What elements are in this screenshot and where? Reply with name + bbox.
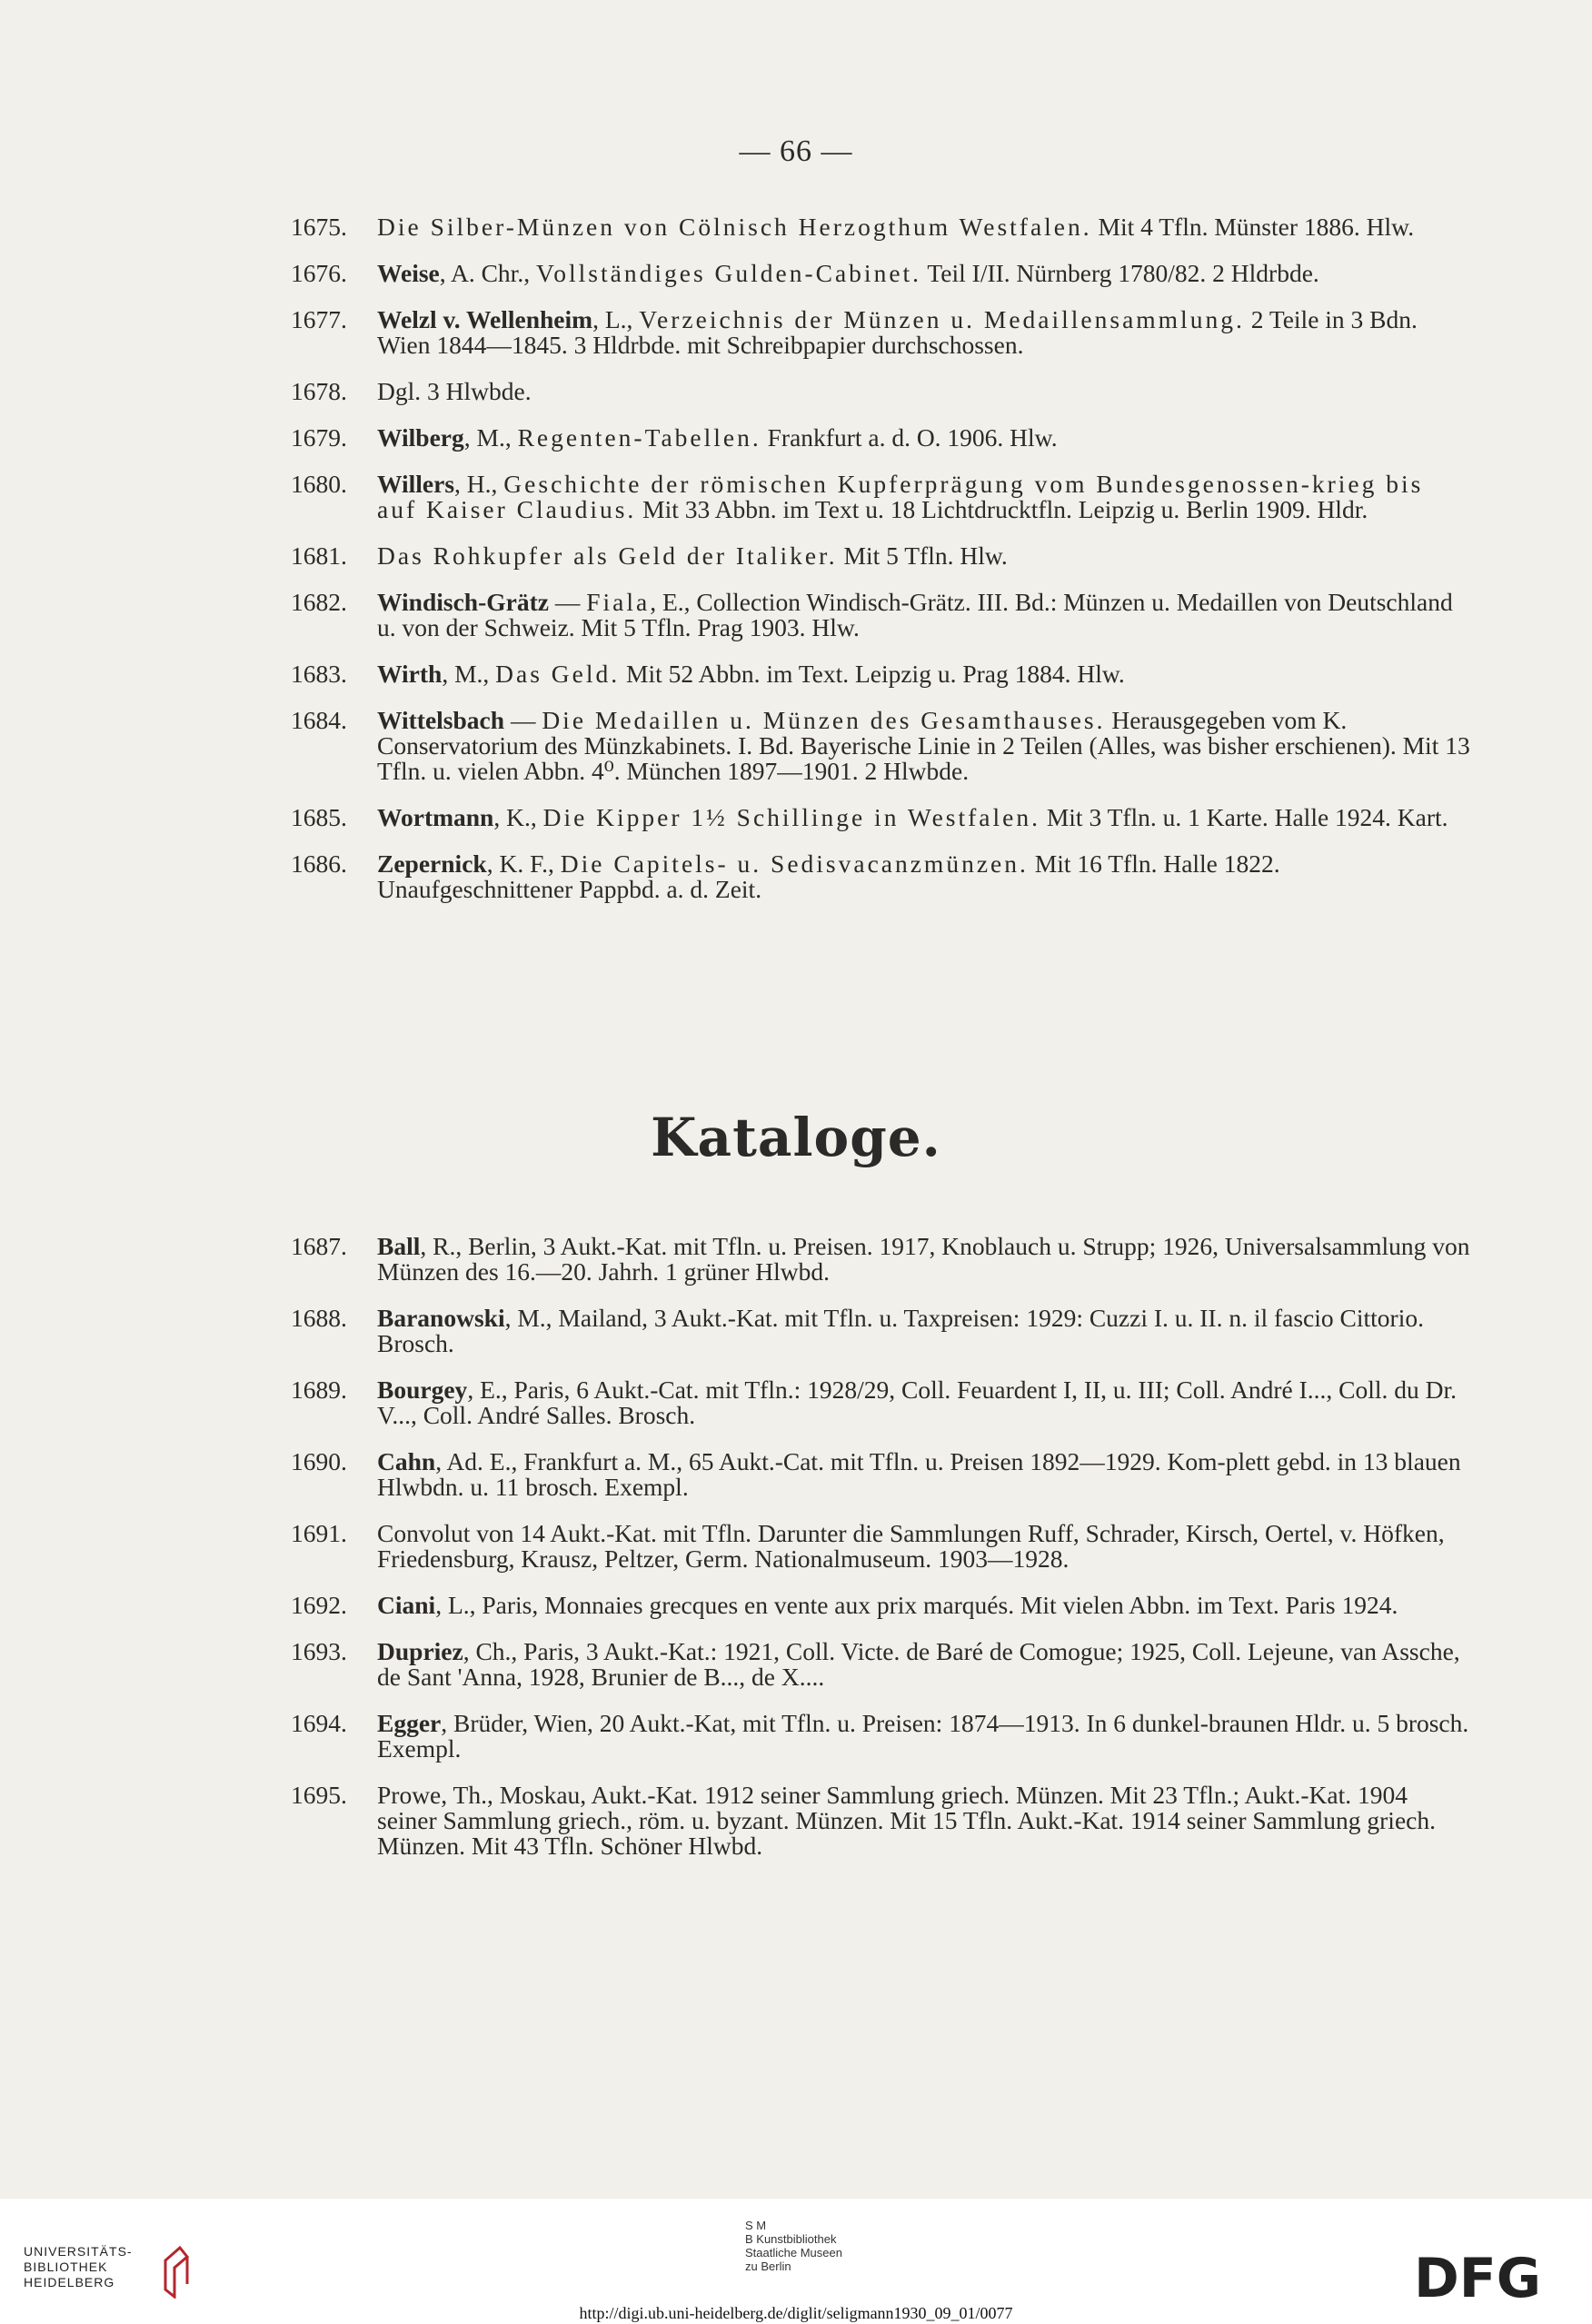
entry-text: , E., Collection Windisch-Grätz. III. Bd.: Münzen u. Medaillen von Deutschland u. von der Schweiz. Mit 5 Tfln. Prag 1903. Hlw. bbox=[377, 588, 1453, 641]
entry-number: 1686. bbox=[291, 849, 347, 878]
page-number: — 66 — bbox=[739, 134, 853, 168]
entry-number: 1680. bbox=[291, 470, 347, 498]
dfg-logo[interactable] bbox=[1414, 2251, 1568, 2302]
dfg-text: DFG bbox=[1414, 2251, 1542, 2302]
entry-title: Das Rohkupfer als Geld der Italiker. bbox=[377, 541, 838, 570]
entry-number: 1694. bbox=[291, 1709, 347, 1737]
entry-title: Die Silber-Münzen von Cölnisch Herzogthum Westfalen. bbox=[377, 213, 1092, 241]
entry-text: , M., Mailand, 3 Aukt.-Kat. mit Tfln. u. Taxpreisen: 1929: Cuzzi I. u. II. n. il fascio Cittorio. Brosch. bbox=[377, 1304, 1424, 1357]
entry-text: 2 Teile in 3 Bdn. Wien 1844—1845. 3 Hldrbde. mit Schreibpapier durchschossen. bbox=[377, 305, 1418, 359]
entry-author: Zepernick bbox=[377, 849, 487, 878]
catalog-entry bbox=[291, 1593, 1472, 1618]
entry-number: 1689. bbox=[291, 1376, 347, 1404]
entry-author: Cahn bbox=[377, 1447, 436, 1475]
entry-text: Mit 33 Abbn. im Text u. 18 Lichtdrucktfln. Leipzig u. Berlin 1909. Hldr. bbox=[636, 495, 1368, 523]
entry-text: Frankfurt a. d. O. 1906. Hlw. bbox=[761, 423, 1058, 452]
entry-text: Dgl. 3 Hlwbde. bbox=[377, 377, 532, 405]
entry-text: , Brüder, Wien, 20 Aukt.-Kat, mit Tfln. u. Preisen: 1874—1913. In 6 dunkel-braunen Hldr. u. 5 brosch. Exempl. bbox=[377, 1709, 1469, 1763]
catalog-entry bbox=[291, 1306, 1472, 1356]
smb-kunstbibliothek-logo[interactable] bbox=[745, 2219, 909, 2273]
entry-text: Prowe, Th., Moskau, Aukt.-Kat. 1912 seiner Sammlung griech. Münzen. Mit 23 Tfln.; Aukt.-Kat. 1904 seiner Sammlung griech., röm. u. byzant. Münzen. Mit 15 Tfln. Aukt.-Kat. 1914 seiner Sammlung griech. Münzen. Mit 43 Tfln. Schöner Hlwbd. bbox=[377, 1781, 1436, 1860]
catalog-entry bbox=[291, 543, 1472, 569]
entry-author: Wirth bbox=[377, 660, 443, 688]
entry-text: Herausgegeben vom K. Conservatorium des Münzkabinets. I. Bd. Bayerische Linie in 2 Teilen (Alles, was bisher erschienen). Mit 13 Tfln. u. vielen Abbn. 4⁰. München 1897—1901. 2 Hlwbde. bbox=[377, 706, 1470, 785]
entry-text: Convolut von 14 Aukt.-Kat. mit Tfln. Darunter die Sammlungen Ruff, Schrader, Kirsch, Oertel, v. Höfken, Friedensburg, Krausz, Peltzer, Germ. Nationalmuseum. 1903—1928. bbox=[377, 1519, 1445, 1573]
entry-text: Mit 5 Tfln. Hlw. bbox=[837, 541, 1008, 570]
entry-text: , K., bbox=[493, 803, 543, 831]
catalog-entry bbox=[291, 1521, 1472, 1572]
entry-author: Ball bbox=[377, 1232, 421, 1260]
entry-text: , Ch., Paris, 3 Aukt.-Kat.: 1921, Coll. Victe. de Baré de Comogue; 1925, Coll. Lejeune, van Assche, de Sant 'Anna, 1928, Brunier de B..., de X.... bbox=[377, 1637, 1460, 1691]
entry-author: Willers bbox=[377, 470, 455, 498]
entry-title: Fiala bbox=[586, 588, 651, 616]
entry-title: Verzeichnis der Münzen u. Medaillensammlung. bbox=[639, 305, 1245, 333]
catalog-entry bbox=[291, 805, 1472, 830]
ub-line: UNIVERSITÄTS- bbox=[24, 2244, 133, 2259]
smb-line: S M bbox=[745, 2219, 767, 2232]
entry-text: , H., bbox=[454, 470, 504, 498]
catalog-entry bbox=[291, 214, 1472, 240]
entry-number: 1681. bbox=[291, 541, 347, 570]
entry-number: 1679. bbox=[291, 423, 347, 452]
catalog-entry bbox=[291, 425, 1472, 451]
entry-text: Mit 52 Abbn. im Text. Leipzig u. Prag 1884. Hlw. bbox=[620, 660, 1125, 688]
entry-text: Teil I/II. Nürnberg 1780/82. 2 Hldrbde. bbox=[921, 259, 1319, 287]
entry-author: Egger bbox=[377, 1709, 442, 1737]
entry-number: 1676. bbox=[291, 259, 347, 287]
catalog-entry bbox=[291, 1711, 1472, 1762]
entry-title: Geschichte der römischen Kupferprägung vom Bundesgenossen-krieg bis auf Kaiser Claudius. bbox=[377, 470, 1424, 523]
entry-author: Windisch-Grätz bbox=[377, 588, 549, 616]
entry-text: , M., bbox=[442, 660, 496, 688]
entry-number: 1692. bbox=[291, 1591, 347, 1619]
catalog-entry bbox=[291, 1783, 1472, 1859]
ub-line: HEIDELBERG bbox=[24, 2275, 115, 2289]
ub-heidelberg-logo[interactable] bbox=[24, 2244, 205, 2299]
entry-number: 1678. bbox=[291, 377, 347, 405]
entry-number: 1688. bbox=[291, 1304, 347, 1332]
entry-author: Wittelsbach bbox=[377, 706, 505, 734]
entry-text: , E., Paris, 6 Aukt.-Cat. mit Tfln.: 1928/29, Coll. Feuardent I, II, u. III; Coll. André I..., Coll. du Dr. V..., Coll. André Salles. Brosch. bbox=[377, 1376, 1458, 1429]
entry-text: , Ad. E., Frankfurt a. M., 65 Aukt.-Cat. mit Tfln. u. Preisen 1892—1929. Kom-plett gebd. in 13 blauen Hlwbdn. u. 11 brosch. Exempl. bbox=[377, 1447, 1461, 1501]
section-title: Kataloge. bbox=[651, 1107, 941, 1168]
entry-title: Das Geld. bbox=[495, 660, 621, 688]
entry-number: 1693. bbox=[291, 1637, 347, 1665]
catalog-entry bbox=[291, 261, 1472, 286]
entry-number: 1684. bbox=[291, 706, 347, 734]
entry-text: , L., bbox=[592, 305, 640, 333]
entry-title: Die Capitels- u. Sedisvacanzmünzen. bbox=[560, 849, 1029, 878]
entry-title: Vollständiges Gulden-Cabinet. bbox=[535, 259, 922, 287]
entry-text: , L., Paris, Monnaies grecques en vente aux prix marqués. Mit vielen Abbn. im Text. Paris 1924. bbox=[435, 1591, 1398, 1619]
catalog-entry bbox=[291, 661, 1472, 687]
entry-number: 1675. bbox=[291, 213, 347, 241]
entry-author: Baranowski bbox=[377, 1304, 505, 1332]
ub-red-mark-icon bbox=[153, 2244, 198, 2299]
catalog-entry bbox=[291, 590, 1472, 641]
entry-text: — bbox=[548, 588, 587, 616]
entry-number: 1683. bbox=[291, 660, 347, 688]
entry-author: Welzl v. Wellenheim bbox=[377, 305, 593, 333]
catalog-entry bbox=[291, 1639, 1472, 1690]
entry-author: Wortmann bbox=[377, 803, 494, 831]
entry-text: Mit 4 Tfln. Münster 1886. Hlw. bbox=[1091, 213, 1415, 241]
catalog-entry bbox=[291, 472, 1472, 522]
entry-text: , M., bbox=[463, 423, 518, 452]
catalog-entry bbox=[291, 1234, 1472, 1285]
ub-logo-text bbox=[24, 2244, 133, 2290]
entry-text: Mit 16 Tfln. Halle 1822. Unaufgeschnittener Pappbd. a. d. Zeit. bbox=[377, 849, 1280, 903]
catalog-entry bbox=[291, 1377, 1472, 1428]
entry-number: 1690. bbox=[291, 1447, 347, 1475]
catalog-entry bbox=[291, 379, 1472, 404]
catalog-entry bbox=[291, 1449, 1472, 1500]
entry-author: Wilberg bbox=[377, 423, 464, 452]
entries-bottom-list bbox=[291, 1234, 1472, 1880]
entry-text: — bbox=[504, 706, 542, 734]
entry-text: , K. F., bbox=[486, 849, 561, 878]
catalog-entry bbox=[291, 851, 1472, 902]
entry-number: 1685. bbox=[291, 803, 347, 831]
ub-line: BIBLIOTHEK bbox=[24, 2259, 108, 2274]
entry-number: 1687. bbox=[291, 1232, 347, 1260]
entry-author: Bourgey bbox=[377, 1376, 468, 1404]
entry-text: Mit 3 Tfln. u. 1 Karte. Halle 1924. Kart. bbox=[1040, 803, 1448, 831]
entry-title: Die Kipper 1½ Schillinge in Westfalen. bbox=[542, 803, 1040, 831]
entry-text: , A. Chr., bbox=[439, 259, 536, 287]
entry-number: 1695. bbox=[291, 1781, 347, 1809]
entry-author: Dupriez bbox=[377, 1637, 463, 1665]
entries-top-list bbox=[291, 214, 1472, 923]
entry-number: 1682. bbox=[291, 588, 347, 616]
smb-line: zu Berlin bbox=[745, 2259, 791, 2273]
smb-line: B Kunstbibliothek bbox=[745, 2232, 837, 2246]
entry-number: 1691. bbox=[291, 1519, 347, 1547]
entry-title: Regenten-Tabellen. bbox=[517, 423, 761, 452]
source-url[interactable]: http://digi.ub.uni-heidelberg.de/diglit/seligmann1930_09_01/0077 bbox=[579, 2304, 1013, 2322]
entry-number: 1677. bbox=[291, 305, 347, 333]
entry-author: Ciani bbox=[377, 1591, 436, 1619]
catalog-entry bbox=[291, 708, 1472, 784]
entry-text: , R., Berlin, 3 Aukt.-Kat. mit Tfln. u. Preisen. 1917, Knoblauch u. Strupp; 1926, Universalsammlung von Münzen des 16.—20. Jahrh. 1 grüner Hlwbd. bbox=[377, 1232, 1470, 1286]
entry-title: Die Medaillen u. Münzen des Gesamthauses. bbox=[542, 706, 1106, 734]
entry-author: Weise bbox=[377, 259, 440, 287]
catalog-entry bbox=[291, 307, 1472, 358]
smb-line: Staatliche Museen bbox=[745, 2246, 842, 2259]
